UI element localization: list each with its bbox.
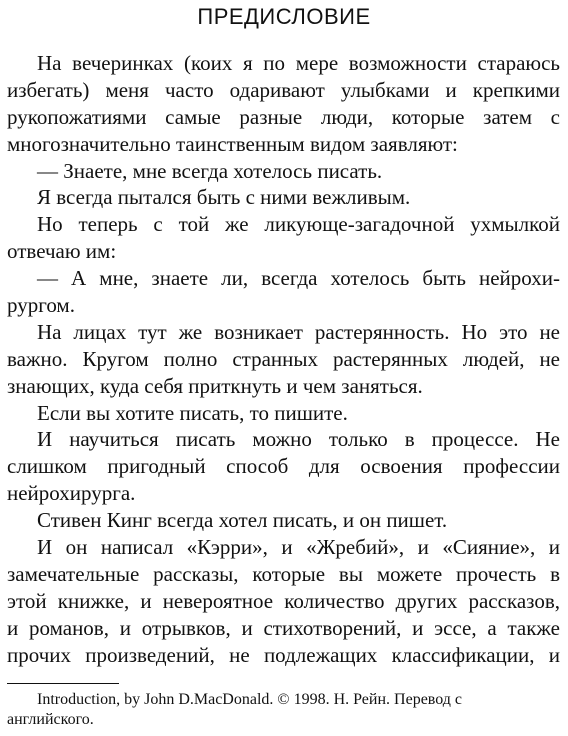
text-line: нейрохирурга.: [7, 481, 136, 506]
text-line: Если вы хотите писать, то пишите.: [37, 400, 348, 425]
footnote: [7, 690, 560, 730]
text-line: этой книжке, и невероятное количество других рассказов,: [7, 588, 560, 613]
text-line: избегать) меня часто одаривают улыбками и крепкими: [7, 77, 560, 102]
text-line: Стивен Кинг всегда хотел писать, и он пишет.: [37, 508, 448, 533]
text-line: и романов, и отрывков, и стихотворений, и эссе, а также: [7, 615, 560, 640]
text-line: И он написал «Кэрри», и «Жребий», и «Сияние», и: [37, 535, 560, 560]
body-text: [7, 50, 560, 668]
text-line: рургом.: [7, 293, 75, 318]
footnote-divider: [7, 683, 119, 684]
text-line: рукопожатиями самые разные люди, которые затем с: [7, 104, 560, 129]
text-line: Но теперь с той же ликующе-загадочной ухмылкой: [37, 212, 560, 237]
text-line: — А мне, знаете ли, всегда хотелось быть нейрохи-: [37, 266, 560, 291]
footnote-line: Introduction, by John D.MacDonald. © 1998. Н. Рейн. Перевод с: [37, 691, 463, 708]
text-line: — Знаете, мне всегда хотелось писать.: [37, 158, 383, 183]
text-line: На лицах тут же возникает растерянность. Но это не: [37, 319, 560, 344]
text-line: знающих, куда себя приткнуть и чем заняться.: [7, 373, 423, 398]
text-line: На вечеринках (коих я по мере возможности стараюсь: [37, 51, 560, 75]
text-line: важно. Кругом полно странных растерянных людей, не: [7, 346, 560, 371]
text-line: отвечаю им:: [7, 239, 117, 264]
text-line: слишком пригодный способ для освоения профессии: [7, 454, 560, 479]
text-line: И научиться писать можно только в процессе. Не: [37, 427, 560, 452]
text-line: многозначительно таинственным видом заявляют:: [7, 131, 458, 156]
text-line: замечательные рассказы, которые вы можете прочесть в: [7, 561, 560, 586]
footnote-line: английского.: [7, 711, 94, 728]
text-line: Я всегда пытался быть с ними вежливым.: [37, 185, 411, 210]
chapter-heading: ПРЕДИСЛОВИЕ: [197, 4, 371, 29]
text-line: прочих произведений, не подлежащих классификации, и: [7, 642, 560, 667]
